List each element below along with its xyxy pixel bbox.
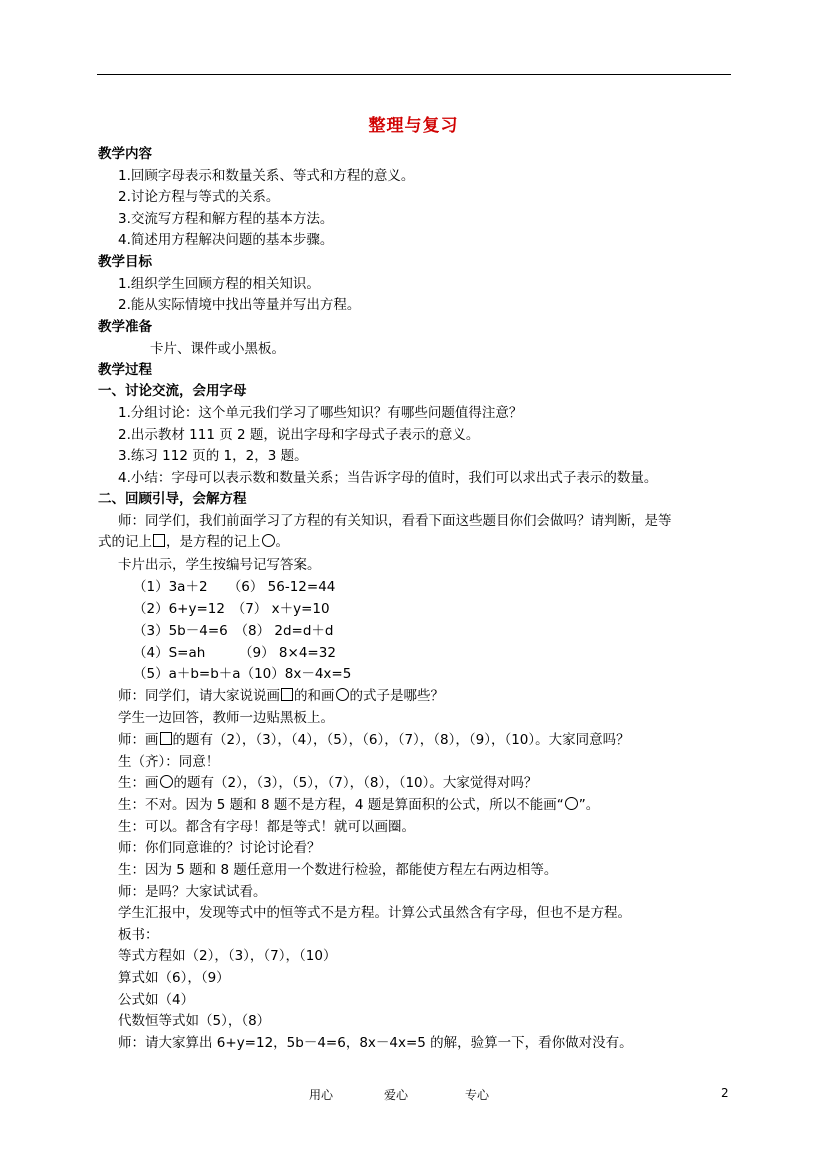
dialogue-line: 学生一边回答，教师一边贴黑板上。 — [118, 710, 334, 726]
dialogue-line: 师：你们同意谁的？讨论讨论看？ — [118, 840, 321, 856]
board-line: 算式如（6），（9） — [118, 970, 230, 986]
list-item: 1.分组讨论：这个单元我们学习了哪些知识？有哪些问题值得注意？ — [118, 405, 523, 421]
card-item: （4）S=ah （9） 8×4=32 — [133, 645, 336, 661]
card-item: （1）3a＋2 （6） 56-12=44 — [133, 579, 336, 595]
dialogue-line: 生（齐）：同意！ — [118, 754, 220, 770]
list-item: 3.练习 112 页的 1，2，3 题。 — [118, 448, 308, 464]
page-title: 整理与复习 — [368, 116, 459, 136]
dialogue-line: 生：可以。都含有字母！都是等式！就可以画圈。 — [118, 819, 415, 835]
card-item: （2）6+y=12 （7） x＋y=10 — [133, 601, 330, 617]
paragraph: 卡片出示，学生按编号记写答案。 — [118, 557, 321, 573]
list-item: 1.回顾字母表示和数量关系、等式和方程的意义。 — [118, 168, 415, 184]
square-mark-icon — [153, 534, 165, 547]
list-item: 1.组织学生回顾方程的相关知识。 — [118, 276, 320, 292]
section-heading: 教学过程 — [98, 362, 152, 378]
list-item: 3.交流写方程和解方程的基本方法。 — [118, 211, 334, 227]
board-line: 公式如（4） — [118, 992, 195, 1008]
paragraph: 式的记上 ，是方程的记上 。 — [98, 534, 289, 550]
section-heading: 教学内容 — [98, 146, 152, 162]
list-item: 2.出示教材 111 页 2 题，说出字母和字母式子表示的意义。 — [118, 427, 480, 443]
square-mark-icon — [160, 732, 172, 745]
list-item: 4.简述用方程解决问题的基本步骤。 — [118, 232, 334, 248]
paragraph: 师：同学们，我们前面学习了方程的有关知识，看看下面这些题目你们会做吗？请判断，是等 — [118, 513, 672, 529]
card-item: （3）5b－4=6 （8） 2d=d＋d — [133, 623, 334, 639]
section-heading: 教学目标 — [98, 254, 152, 270]
circle-mark-icon — [262, 534, 275, 547]
list-item: 4.小结：字母可以表示数和数量关系；当告诉字母的值时，我们可以求出式子表示的数量。 — [118, 470, 658, 486]
dialogue-line: 师：同学们，请大家说说画 的和画 的式子是哪些？ — [118, 688, 444, 704]
dialogue-line: 师：请大家算出 6+y=12，5b－4=6，8x－4x=5 的解，验算一下，看你做对没有。 — [118, 1035, 633, 1051]
dialogue-line: 生：画 的题有（2），（3），（5），（7），（8），（10）。大家觉得对吗？ — [118, 775, 538, 791]
list-item: 2.能从实际情境中找出等量并写出方程。 — [118, 297, 361, 313]
subsection-heading: 二、回顾引导，会解方程 — [98, 491, 247, 507]
header-rule — [97, 74, 731, 75]
circle-mark-icon — [336, 688, 349, 701]
dialogue-line: 板书： — [118, 927, 159, 943]
footer-text: 爱心 — [384, 1088, 409, 1102]
board-line: 代数恒等式如（5），（8） — [118, 1013, 271, 1029]
card-item: （5）a＋b=b＋a（10）8x－4x=5 — [133, 666, 352, 682]
circle-mark-icon — [160, 775, 173, 788]
square-mark-icon — [281, 688, 293, 701]
dialogue-line: 生：因为 5 题和 8 题任意用一个数进行检验，都能使方程左右两边相等。 — [118, 862, 558, 878]
footer-text: 用心 — [309, 1088, 334, 1102]
dialogue-line: 师：画 的题有（2），（3），（4），（5），（6），（7），（8），（9），（10）。大家同意吗？ — [118, 732, 630, 748]
dialogue-line: 生：不对。因为 5 题和 8 题不是方程，4 题是算面积的公式，所以不能画“ ”。 — [118, 797, 600, 813]
paragraph: 卡片、课件或小黑板。 — [150, 341, 285, 357]
board-line: 等式方程如（2），（3），（7），（10） — [118, 948, 337, 964]
subsection-heading: 一、讨论交流，会用字母 — [98, 383, 247, 399]
dialogue-line: 学生汇报中，发现等式中的恒等式不是方程。计算公式虽然含有字母，但也不是方程。 — [118, 905, 631, 921]
dialogue-line: 师：是吗？大家试试看。 — [118, 884, 267, 900]
list-item: 2.讨论方程与等式的关系。 — [118, 189, 280, 205]
section-heading: 教学准备 — [98, 319, 152, 335]
page-number: 2 — [721, 1086, 729, 1100]
footer-text: 专心 — [465, 1088, 490, 1102]
circle-mark-icon — [565, 797, 578, 810]
